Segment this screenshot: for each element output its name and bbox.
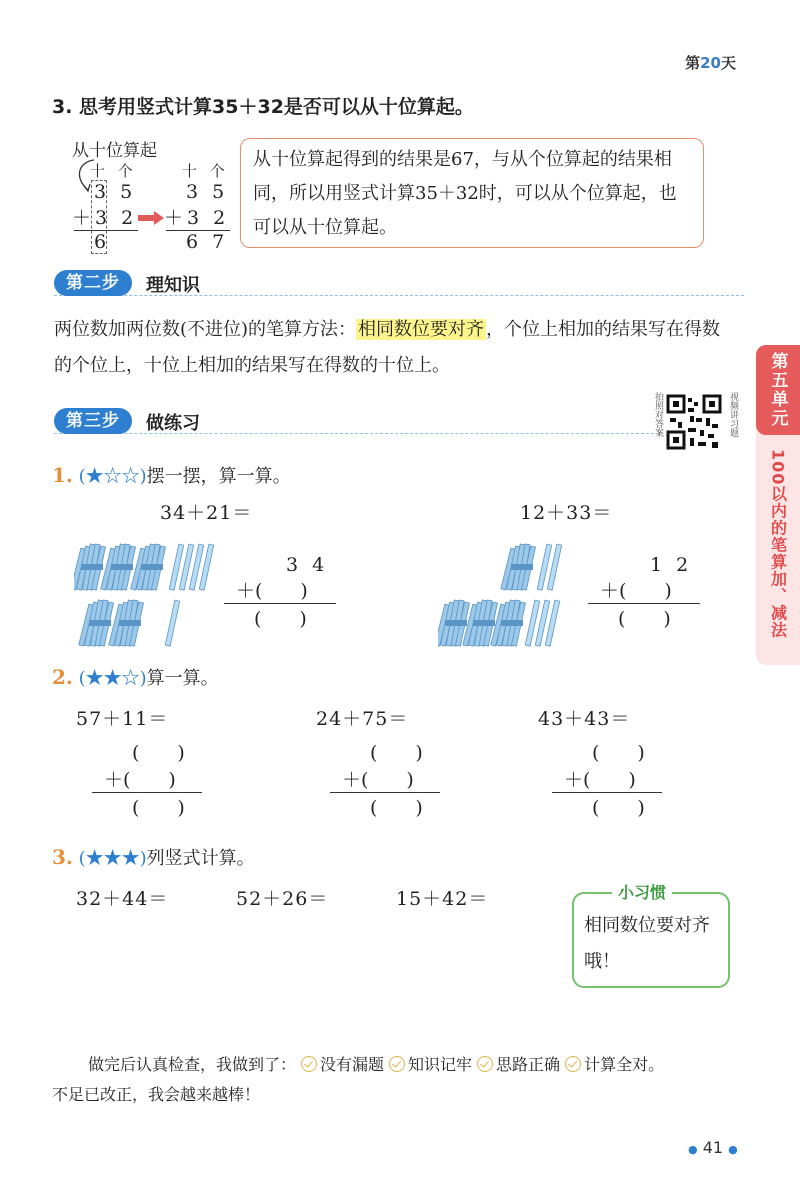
ex1-a-paren-2[interactable]: ( ) xyxy=(254,608,307,630)
day-suffix: 天 xyxy=(720,54,736,72)
exercise-2-expr-a: 57＋11＝ xyxy=(76,708,169,730)
ex2-c-plus: ＋ xyxy=(564,769,584,791)
step-3-title: 做练习 xyxy=(146,413,200,434)
check-item-4: 计算全对。 xyxy=(584,1055,665,1074)
checkmark-icon[interactable] xyxy=(477,1056,493,1072)
exercise-1-number: 1. xyxy=(52,463,73,487)
ex1-b-top: 1 2 xyxy=(650,554,693,576)
ex2-a-paren-1[interactable]: ( ) xyxy=(132,742,185,764)
page-number: ● 41 ● xyxy=(688,1138,738,1157)
day-label xyxy=(685,52,736,73)
ex1-a-top: 3 4 xyxy=(286,554,329,576)
exercise-2-calc-c xyxy=(552,738,666,820)
ex2-a-paren-3[interactable]: ( ) xyxy=(132,797,185,819)
step-2-title: 理知识 xyxy=(146,275,200,296)
page-number-value: 41 xyxy=(702,1138,724,1157)
ex2-b-plus: ＋ xyxy=(342,769,362,791)
exercise-3-number: 3. xyxy=(52,845,73,869)
exercise-3-stars: (★★★) xyxy=(78,848,147,869)
annotation-from-tens: 从十位算起 xyxy=(72,141,157,161)
exercise-2-text: 算一算。 xyxy=(146,668,219,689)
ex2-c-paren-1[interactable]: ( ) xyxy=(592,742,645,764)
left-result-tens: 6 xyxy=(94,231,111,253)
step-3-heading xyxy=(54,408,654,434)
unit-label: 第五单元 xyxy=(756,345,800,435)
exercise-3-expr-c: 15＋42＝ xyxy=(396,888,489,910)
day-prefix: 第 xyxy=(685,54,701,72)
exercise-2-calc-a xyxy=(92,738,206,820)
right-vertical-calc xyxy=(164,160,242,253)
qr-right-label: 视频讲习题 xyxy=(728,392,738,437)
ex1-b-paren-2[interactable]: ( ) xyxy=(618,608,671,630)
exercise-2-expr-c: 43＋43＝ xyxy=(538,708,631,730)
qr-code-icon[interactable] xyxy=(666,394,722,450)
counting-sticks-b xyxy=(438,538,588,648)
self-check-line xyxy=(52,1050,752,1110)
step-3-badge: 第三步 xyxy=(54,408,132,434)
right-bottom-number: 3 2 xyxy=(187,207,230,229)
check-lead: 做完后认真检查，我做到了： xyxy=(88,1055,297,1074)
ex2-b-paren-3[interactable]: ( ) xyxy=(370,797,423,819)
right-place-labels: 十 个 xyxy=(182,162,229,180)
qr-code-area[interactable] xyxy=(652,392,740,452)
exercise-1-calc-b xyxy=(588,554,708,631)
exercise-3-text: 列竖式计算。 xyxy=(146,848,255,869)
check-item-2: 知识记牢 xyxy=(408,1055,473,1074)
exercise-1-stars: (★☆☆) xyxy=(78,466,147,487)
exercise-2-title xyxy=(52,664,219,690)
ex1-b-paren-1[interactable]: ( ) xyxy=(619,580,672,602)
step-2-badge: 第二步 xyxy=(54,270,132,296)
exercise-1-title xyxy=(52,462,291,488)
right-top-number: 3 5 xyxy=(186,181,229,203)
step-2-heading xyxy=(54,270,744,296)
right-plus-sign: ＋ xyxy=(164,207,188,229)
knowledge-post: ，个位上相加的结果写在得数的个位上，十位上相加的结果写在得数的十位上。 xyxy=(54,319,721,376)
tens-column-highlight xyxy=(91,180,107,254)
exercise-3-title xyxy=(52,844,255,870)
check-item-1: 没有漏题 xyxy=(320,1055,385,1074)
right-result: 6 7 xyxy=(186,231,229,253)
exercise-3-expr-a: 32＋44＝ xyxy=(76,888,169,910)
ex2-a-paren-2[interactable]: ( ) xyxy=(123,769,176,791)
unit-side-tab[interactable] xyxy=(756,345,800,665)
knowledge-text xyxy=(54,312,734,384)
check-tail: 不足已改正，我会越来越棒！ xyxy=(52,1085,261,1104)
checkmark-icon[interactable] xyxy=(389,1056,405,1072)
exercise-3-expr-b: 52＋26＝ xyxy=(236,888,329,910)
counting-sticks-a xyxy=(74,538,224,648)
exercise-1-expr-a: 34＋21＝ xyxy=(160,502,253,524)
tip-box: 相同数位要对齐哦！ xyxy=(572,892,730,988)
question-3-title: 3. 思考用竖式计算35＋32是否可以从十位算起。 xyxy=(52,96,474,118)
left-bottom-number: 3 2 xyxy=(95,207,138,229)
exercise-2-calc-b xyxy=(330,738,444,820)
left-plus-sign: ＋ xyxy=(72,207,96,229)
exercise-1-text: 摆一摆，算一算。 xyxy=(146,466,291,487)
ex2-b-paren-1[interactable]: ( ) xyxy=(370,742,423,764)
exercise-2-expr-b: 24＋75＝ xyxy=(316,708,409,730)
ex2-c-paren-2[interactable]: ( ) xyxy=(583,769,636,791)
exercise-2-number: 2. xyxy=(52,665,73,689)
ex1-b-plus: ＋ xyxy=(600,580,620,602)
left-top-number: 3 5 xyxy=(94,181,137,203)
arrow-right-icon xyxy=(138,211,164,225)
knowledge-pre: 两位数加两位数(不进位)的笔算方法： xyxy=(54,319,357,340)
explanation-box: 从十位算起得到的结果是67，与从个位算起的结果相同，所以用竖式计算35＋32时，可以从个位算起，也可以从十位算起。 xyxy=(240,138,704,248)
left-place-labels: 十 个 xyxy=(90,162,137,180)
checkmark-icon[interactable] xyxy=(565,1056,581,1072)
checkmark-icon[interactable] xyxy=(301,1056,317,1072)
exercise-1-calc-a xyxy=(224,554,344,631)
ex1-a-plus: ＋ xyxy=(236,580,256,602)
tip-title: 小习惯 xyxy=(612,880,672,903)
unit-topic: 100以内的笔算加、减法 xyxy=(768,449,788,639)
knowledge-highlight: 相同数位要对齐 xyxy=(358,319,485,340)
ex1-a-paren-1[interactable]: ( ) xyxy=(255,580,308,602)
ex2-c-paren-3[interactable]: ( ) xyxy=(592,797,645,819)
ex2-b-paren-2[interactable]: ( ) xyxy=(361,769,414,791)
day-number: 20 xyxy=(700,54,721,72)
ex2-a-plus: ＋ xyxy=(104,769,124,791)
qr-left-label: 拍照对答案 xyxy=(653,392,663,437)
check-item-3: 思路正确 xyxy=(496,1055,561,1074)
exercise-2-stars: (★★☆) xyxy=(78,668,147,689)
exercise-1-expr-b: 12＋33＝ xyxy=(520,502,613,524)
